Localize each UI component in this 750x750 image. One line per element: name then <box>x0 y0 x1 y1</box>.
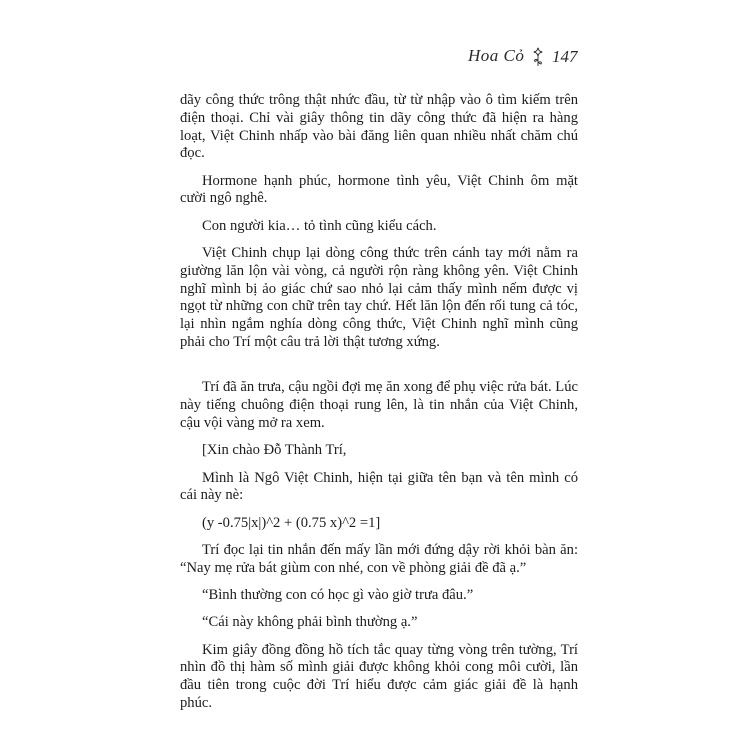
paragraph: Kim giây đồng đồng hồ tích tắc quay từng vòng trên tường, Trí nhìn đồ thị hàm số mình giải được không khỏi cong môi cười, lần đầu tiên trong cuộc đời Trí hiểu được cảm giác giải đề là hạnh phúc. <box>180 641 578 712</box>
paragraph: Con người kia… tỏ tình cũng kiểu cách. <box>202 217 437 234</box>
paragraph: Việt Chinh chụp lại dòng công thức trên cánh tay mới nằm ra giường lăn lộn vài vòng, cả người rộn ràng không yên. Việt Chinh nghĩ mình bị ảo giác chứ sao nhỏ lại cảm thấy mình nếm được vị ngọt từ những con chữ trên tay chứ. Hết lăn lộn đến rối tung cả tóc, lại nhìn ngắm nghía dòng công thức, Việt Chinh nghĩ mình cũng phải cho Trí một câu trả lời thật tương xứng. <box>180 245 578 351</box>
paragraph: [Xin chào Đỗ Thành Trí, <box>202 442 347 459</box>
dialogue-line: “Cái này không phải bình thường ạ.” <box>202 614 418 631</box>
dialogue-line: “Bình thường con có học gì vào giờ trưa đâu.” <box>202 587 474 604</box>
formula-line: (y -0.75|x|)^2 + (0.75 x)^2 =1] <box>202 514 381 531</box>
section-break <box>180 361 578 379</box>
paragraph: Trí đã ăn trưa, cậu ngồi đợi mẹ ăn xong để phụ việc rửa bát. Lúc này tiếng chuông điện thoại rung lên, là tin nhắn của Việt Chinh, cậu vội vàng mở ra xem. <box>180 379 578 431</box>
paragraph: Hormone hạnh phúc, hormone tình yêu, Việt Chinh ôm mặt cười ngô nghê. <box>180 172 578 207</box>
running-header <box>462 44 582 72</box>
paragraph: Mình là Ngô Việt Chinh, hiện tại giữa tên bạn và tên mình có cái này nè: <box>180 469 578 504</box>
flower-icon <box>530 46 546 68</box>
header-title: Hoa Cỏ <box>468 46 525 65</box>
paragraph: Trí đọc lại tin nhắn đến mấy lần mới đứng dậy rời khỏi bàn ăn: “Nay mẹ rửa bát giùm con nhé, con về phòng giải đề đã ạ.” <box>180 541 578 576</box>
page-number: 147 <box>552 47 578 66</box>
body-text <box>180 92 578 722</box>
paragraph: dãy công thức trông thật nhức đầu, từ từ nhập vào ô tìm kiếm trên điện thoại. Chỉ vài giây thông tin dãy công thức đã hiện ra hàng loạt, Việt Chinh nhấp vào bài đăng liên quan nhiều nhất chăm chú đọc. <box>180 92 578 162</box>
